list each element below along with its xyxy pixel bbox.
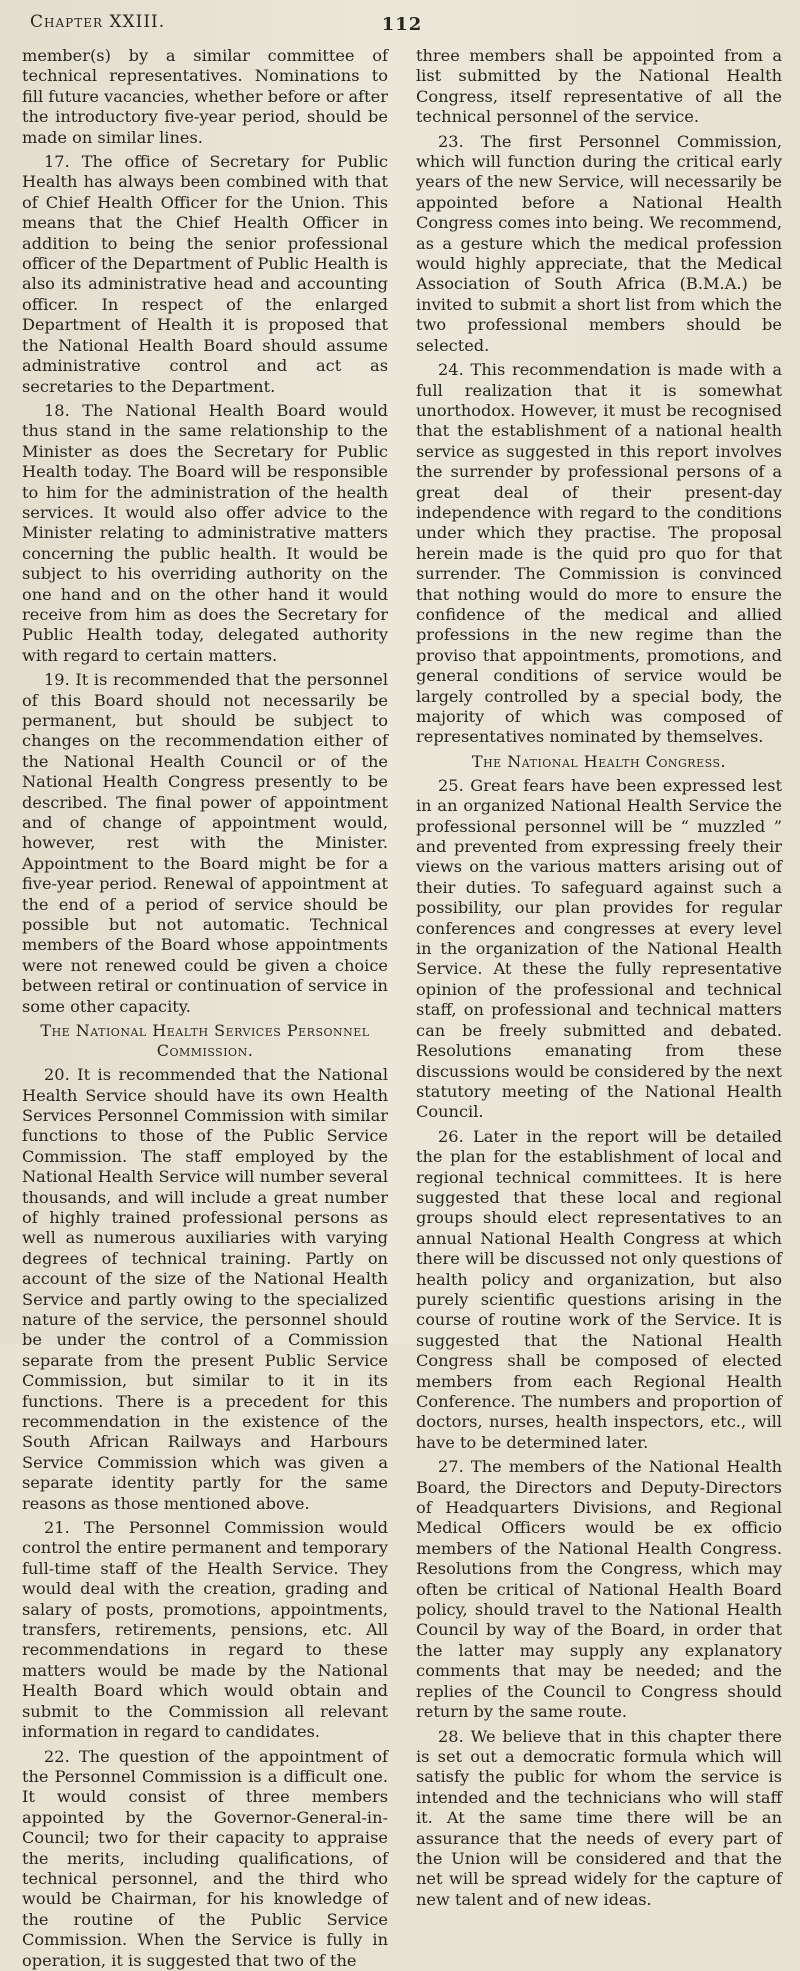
paragraph-22: 22. The question of the appointment of the Personnel Commission is a difficult one. It would consist of three members appointed by the Governor-General-in-Council; two for their capacity to appraise the merits, including qualifications, of technical personnel, and the third who would be Chairman, for his knowledge of the routine of the Public Service Commission. When the Service is fully in operation, it is suggested that two of the (22, 1746, 388, 1970)
text-columns (22, 46, 782, 1971)
section-heading-health-congress: The National Health Congress. (471, 751, 727, 771)
paragraph-19: 19. It is recommended that the personnel of this Board should not necessarily be permanent, but should be subject to changes on the recommendation either of the National Health Council or of the National Health Congress presently to be described. The final power of appointment and of change of appointment would, however, rest with the Minister. Appointment to the Board might be for a five-year period. Renewal of appointment at the end of a period of service should be possible but not automatic. Technical members of the Board whose appointments were not renewed could be given a choice between retiral or continuation of service in some other capacity. (22, 670, 388, 1016)
page-header (22, 0, 782, 46)
paragraph-28: 28. We believe that in this chapter there is set out a democratic formula which will satisfy the public for whom the service is intended and the technicians who will staff it. At the same time there will be an assurance that the needs of every part of the Union will be considered and that the net will be spread widely for the capture of new talent and of new ideas. (416, 1726, 782, 1909)
paragraph-17: 17. The office of Secretary for Public Health has always been combined with that of Chief Health Officer for the Union. This means that the Chief Health Officer in addition to being the senior professional officer of the Department of Public Health is also its administrative head and accounting officer. In respect of the enlarged Department of Health it is proposed that the National Health Board should assume administrative control and act as secretaries to the Department. (22, 152, 388, 396)
paragraph-18: 18. The National Health Board would thus stand in the same relationship to the Minister as does the Secretary for Public Health today. The Board will be responsible to him for the administration of the health services. It would also offer advice to the Minister relating to administrative matters concerning the public health. It would be subject to his overriding authority on the one hand and on the other hand it would receive from him as does the Secretary for Public Health today, delegated authority with regard to certain matters. (22, 400, 388, 665)
left-column (22, 46, 388, 1971)
paragraph-continuation: member(s) by a similar committee of technical representatives. Nominations to fill future vacancies, whether before or after the introductory five-year period, should be made on similar lines. (22, 46, 388, 147)
paragraph-24: 24. This recommendation is made with a full realization that it is somewhat unorthodox. However, it must be recognised that the establishment of a national health service as suggested in this report involves the surrender by professional persons of a great deal of their present-day independence with regard to the conditions under which they practise. The proposal herein made is the quid pro quo for that surrender. The Commission is convinced that nothing would do more to ensure the confidence of the medical and allied professions in the new regime than the proviso that appointments, promotions, and general conditions of service would be largely controlled by a special body, the majority of which was composed of representatives nominated by themselves. (416, 360, 782, 747)
chapter-heading: Chapter XXIII. (30, 12, 166, 32)
page-number: 112 (381, 14, 423, 35)
paragraph-23: 23. The first Personnel Commission, which will function during the critical early years of the new Service, will necessarily be appointed before a National Health Congress comes into being. We recommend, as a gesture which the medical profession would highly appreciate, that the Medical Association of South Africa (B.M.A.) be invited to submit a short list from which the two professional members should be selected. (416, 131, 782, 355)
section-heading-personnel-commission: The National Health Services Personnel Commission. (40, 1021, 370, 1061)
paragraph-20: 20. It is recommended that the National Health Service should have its own Health Services Personnel Commission with similar functions to those of the Public Service Commission. The staff employed by the National Health Service will number several thousands, and will include a great number of highly trained professional persons as well as numerous auxiliaries with varying degrees of technical training. Partly on account of the size of the National Health Service and partly owing to the specialized nature of the service, the personnel should be under the control of a Commission separate from the present Public Service Commission, but similar to it in its functions. There is a precedent for this recommendation in the existence of the South African Railways and Harbours Service Commission which was given a separate identity partly for the same reasons as those mentioned above. (22, 1065, 388, 1513)
paragraph-25: 25. Great fears have been expressed lest in an organized National Health Service the professional personnel will be “ muzzled ” and prevented from expressing freely their views on the various matters arising out of their duties. To safeguard against such a possibility, our plan provides for regular conferences and congresses at every level in the organization of the National Health Service. At these the fully representative opinion of the professional and technical staff, on professional and technical matters can be freely submitted and debated. Resolutions emanating from these discussions would be considered by the next statutory meeting of the National Health Council. (416, 775, 782, 1122)
paragraph-21: 21. The Personnel Commission would control the entire permanent and temporary full-time staff of the Health Service. They would deal with the creation, grading and salary of posts, promotions, appointments, transfers, retirements, pensions, etc. All recommendations in regard to these matters would be made by the National Health Board which would obtain and submit to the Commission all relevant information in regard to candidates. (22, 1518, 388, 1742)
paragraph-26: 26. Later in the report will be detailed the plan for the establishment of local and regional technical committees. It is here suggested that these local and regional groups should elect representatives to an annual National Health Congress at which there will be discussed not only questions of health policy and organization, but also purely scientific questions arising in the course of routine work of the Service. It is suggested that the National Health Congress shall be composed of elected members from each Regional Health Conference. The numbers and proportion of doctors, nurses, health inspectors, etc., will have to be determined later. (416, 1126, 782, 1452)
paragraph-27: 27. The members of the National Health Board, the Directors and Deputy-Directors of Headquarters Divisions, and Regional Medical Officers would be ex officio members of the National Health Congress. Resolutions from the Congress, which may often be critical of National Health Board policy, should travel to the National Health Council by way of the Board, in order that the latter may supply any explanatory comments that may be needed; and the replies of the Council to Congress should return by the same route. (416, 1457, 782, 1722)
right-column (416, 46, 782, 1971)
paragraph-continuation-right: three members shall be appointed from a list submitted by the National Health Congress, itself representative of all the technical personnel of the service. (416, 46, 782, 127)
